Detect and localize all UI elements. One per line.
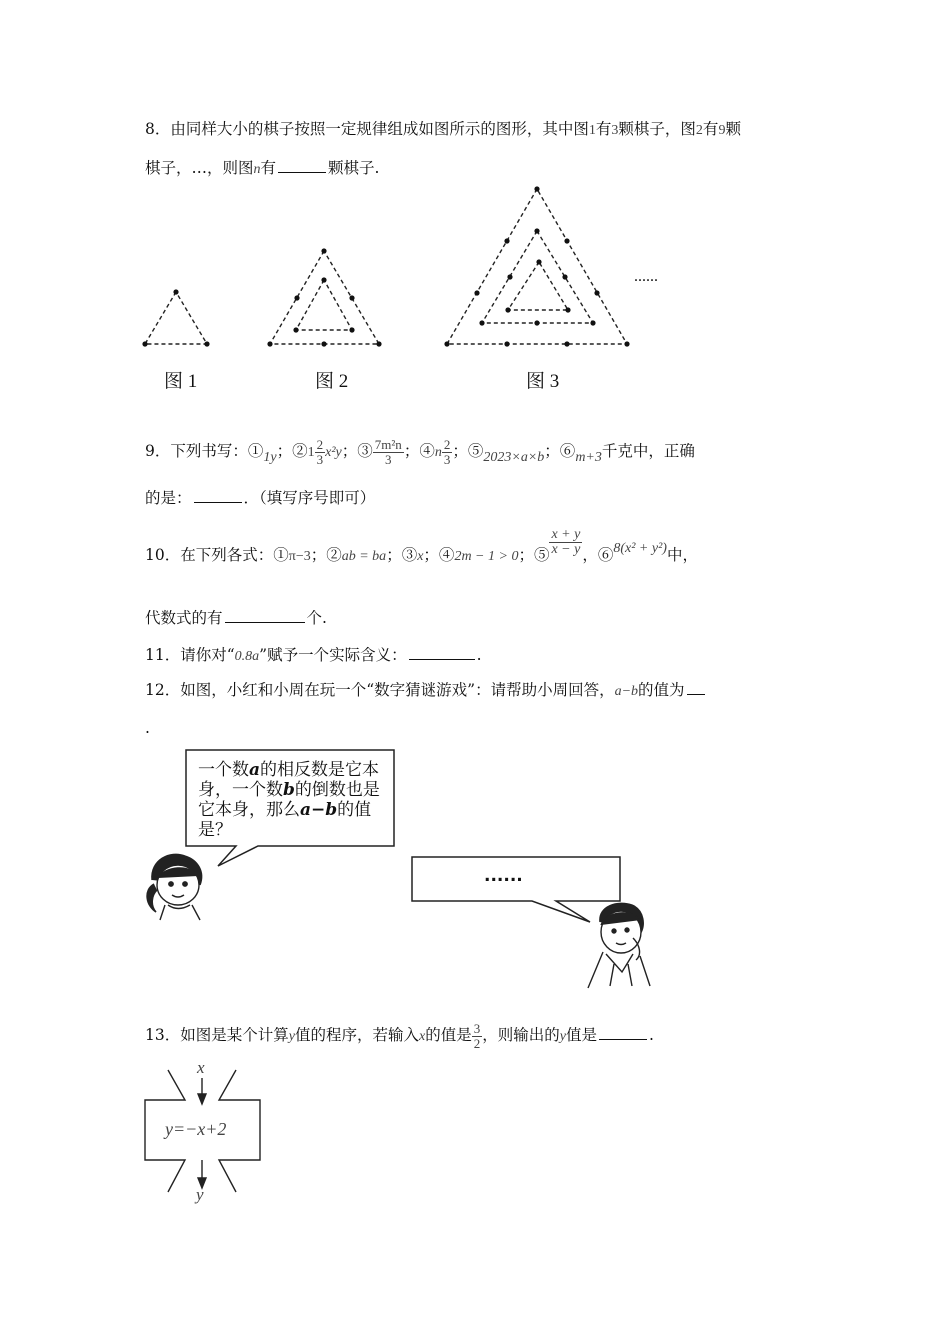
figure-3-label: 图 3 bbox=[526, 371, 560, 392]
program-input-label: x bbox=[197, 1058, 205, 1077]
q12-line1: 12．如图，小红和小周在玩一个“数字猜谜游戏”：请帮助小周回答，a−b的值为 bbox=[145, 679, 707, 703]
girl-illustration bbox=[147, 854, 202, 920]
q10-line2: 代数式的有 个. bbox=[145, 609, 327, 627]
q12-number: 12． bbox=[145, 681, 181, 699]
q8-number: 8． bbox=[145, 120, 171, 138]
q10-number: 10． bbox=[145, 546, 181, 564]
q13-number: 13． bbox=[145, 1026, 181, 1044]
figure-2-label: 图 2 bbox=[315, 371, 349, 392]
program-output-label: y bbox=[196, 1185, 204, 1204]
boy-bubble-text: ...... bbox=[484, 866, 523, 886]
fig1-triangle bbox=[145, 292, 207, 344]
q9-line2: 的是： ．（填写序号即可） bbox=[145, 489, 376, 507]
boy-illustration bbox=[588, 903, 650, 988]
q9-number: 9． bbox=[145, 442, 171, 460]
q12-answer-blank[interactable] bbox=[687, 680, 705, 695]
q9-line1: 9．下列书写：①1y；②1 $\frac{2}{3}$ x²y；③ $\frac{\text{7m²n}}{3}$ ；④n $\frac{2}{3}$ ；⑤2023×a×b；⑥m+3千克中，正确 bbox=[145, 436, 695, 467]
fig2-inner-triangle bbox=[296, 280, 352, 330]
q11-number: 11． bbox=[145, 646, 181, 664]
q10-answer-blank[interactable] bbox=[225, 608, 305, 623]
q8-line1: 8．由同样大小的棋子按照一定规律组成如图所示的图形，其中图1有3颗棋子，图2有9颗 bbox=[145, 120, 741, 138]
fig3-middle-triangle bbox=[482, 231, 593, 323]
program-formula: y=−x+2 bbox=[165, 1119, 227, 1139]
q11-line: 11．请你对“0.8a”赋予一个实际含义： . bbox=[145, 646, 482, 664]
q13-line: 13．如图是某个计算y值的程序，若输入x的值是 $\frac{3}{2}$ ，则输出的y值是 . bbox=[145, 1020, 654, 1051]
figures-ellipsis: ...... bbox=[634, 268, 658, 285]
q12-line2: . bbox=[145, 719, 150, 737]
q13-answer-blank[interactable] bbox=[599, 1025, 647, 1040]
q9-answer-blank[interactable] bbox=[194, 488, 242, 503]
q8-line2: 棋子，…，则图n有 颗棋子. bbox=[145, 159, 380, 177]
figure-1-label: 图 1 bbox=[164, 371, 198, 392]
fig3-inner-triangle bbox=[508, 262, 568, 310]
girl-bubble-text: 一个数a的相反数是它本 身，一个数b的倒数也是 它本身，那么a−b的值 是？ bbox=[198, 760, 380, 840]
q10-line1: 10．在下列各式：①π−3；②ab = ba；③x；④2m − 1 > 0；⑤ $\frac{x + y}{x - y}$ ，⑥8(x² + y²)中， bbox=[145, 526, 698, 564]
q11-answer-blank[interactable] bbox=[409, 645, 475, 660]
